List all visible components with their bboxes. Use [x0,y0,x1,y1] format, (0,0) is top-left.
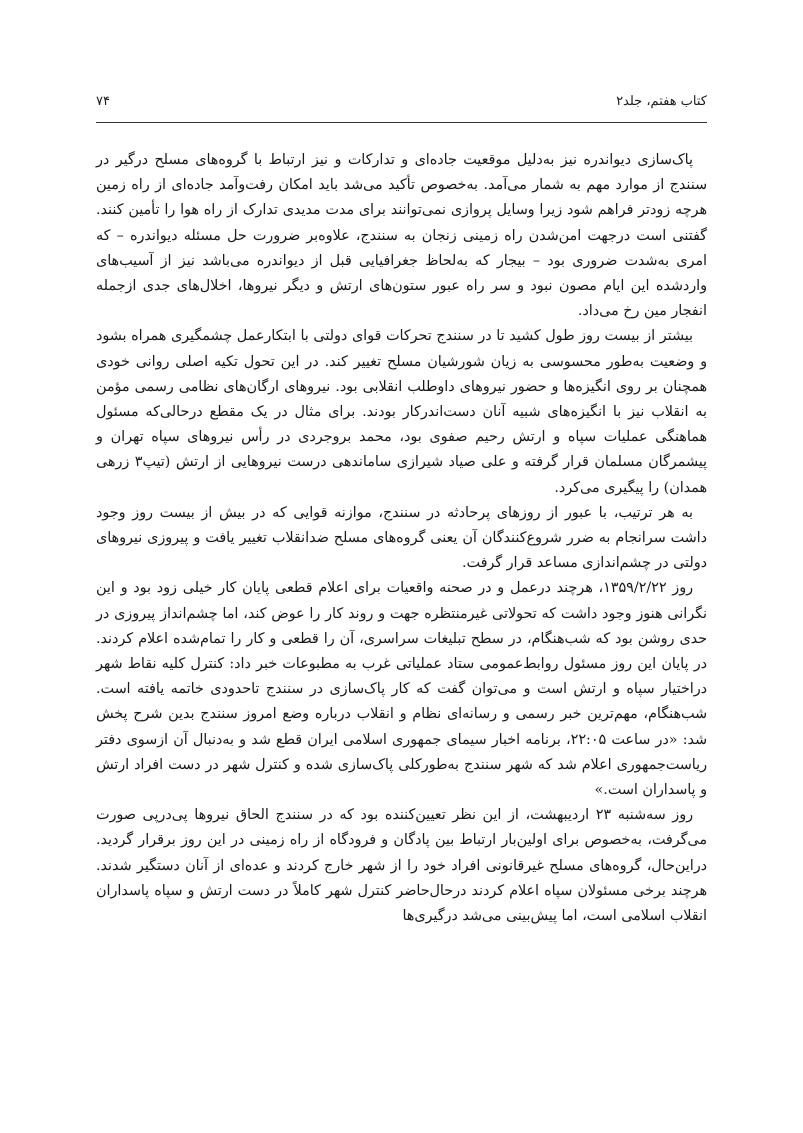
page-number: ۷۴ [96,94,110,109]
paragraph: روز سه‌شنبه ۲۳ اردیبهشت، از این نظر تعیین‌کننده بود که در سنندج الحاق نیروها پی‌درپی صورت می‌گرفت، به‌خصوص برای اولین‌بار ارتباط بین پادگان و فرودگاه از راه زمینی در این روز برقرار گردید. دراین‌حال، گروه‌های مسلح غیرقانونی افراد خود را از شهر خارج کردند و عده‌ای از آنان دستگیر شدند. هرچند برخی مسئولان سپاه اعلام کردند درحال‌حاضر کنترل شهر کاملاً در دست ارتش و سپاه پاسداران انقلاب اسلامی است، اما پیش‌بینی می‌شد درگیری‌ها [96,807,707,925]
paragraph: پاک‌سازی دیواندره نیز به‌دلیل موقعیت جاده‌ای و تدارکات و نیز ارتباط با گروه‌های مسلح درگیر در سنندج از موارد مهم به شمار می‌آمد. به‌خصوص تأکید می‌شد باید امکان رفت‌وآمد جاده‌ای از راه زمین هرچه زودتر فراهم شود زیرا وسایل پروازی نمی‌توانند برای مدت مدیدی تدارک از راه هوا را تأمین کنند. گفتنی است درجهت امن‌شدن راه زمینی زنجان به سنندج، علاوه‌بر ضرورت حل مسئله دیواندره – که امری به‌شدت ضروری بود – بیجار که به‌لحاظ جغرافیایی قبل از دیواندره می‌باشد نیز از آسیب‌های واردشده این ایام مصون نبود و سر راه عبور ستون‌های ارتش و دیگر نیروها، اخلال‌های جدی ازجمله انفجار مین رخ می‌داد. [96,152,707,320]
paragraph: بیشتر از بیست روز طول کشید تا در سنندج تحرکات قوای دولتی با ابتکارعمل چشمگیری همراه بشود و وضعیت به‌طور محسوسی به زیان شورشیان مسلح تغییر کند. در این تحول تکیه اصلی روانی خودی همچنان بر روی انگیزه‌ها و حضور نیروهای داوطلب انقلابی بود. نیروهای ارگان‌های نظامی رسمی مؤمن به انقلاب نیز با انگیزه‌های شبیه آنان دست‌اندرکار بودند. برای مثال در یک مقطع درحالی‌که مسئول هماهنگی عملیات سپاه و ارتش رحیم صفوی بود، محمد بروجردی در رأس نیروهای سپاه تهران و پیشمرگان مسلمان قرار گرفته و علی صیاد شیرازی ساماندهی درست نیروهایی از ارتش (تیپ۳ زرهی همدان) را پیگیری می‌کرد. [96,328,707,496]
body-text [96,148,707,929]
paragraph: روز ۱۳۵۹/۲/۲۲، هرچند درعمل و در صحنه واقعیات برای اعلام قطعی پایان کار خیلی زود بود و این نگرانی هنوز وجود داشت که تحولاتی غیرمنتظره جهت و روند کار را عوض کند، اما چشم‌انداز پیروزی در حدی روشن بود که شب‌هنگام، در سطح تبلیغات سراسری، آن را قطعی و کار را تمام‌شده اعلام کردند. در پایان این روز مسئول روابط‌عمومی ستاد عملیاتی غرب به مطبوعات خبر داد: کنترل کلیه نقاط شهر دراختیار سپاه و ارتش است و می‌توان گفت که کار پاک‌سازی در سنندج تاحدودی خاتمه یافته است. شب‌هنگام، مهم‌ترین خبر رسمی و رسانه‌ای نظام و انقلاب درباره وضع امروز سنندج بدین شرح پخش شد: «در ساعت ۲۲:۰۵، برنامه اخبار سیمای جمهوری اسلامی ایران قطع شد و به‌دنبال آن ازسوی دفتر ریاست‌جمهوری اعلام شد که شهر سنندج به‌طورکلی پاک‌سازی شده و کنترل شهر در دست افراد ارتش و پاسداران است.» [96,580,707,799]
book-title: کتاب هفتم، جلد۲ [616,94,707,109]
header-rule [96,122,707,123]
running-header [96,92,707,116]
paragraph: به هر ترتیب، با عبور از روزهای پرحادثه در سنندج، موازنه قوایی که در بیش از بیست روز وجود داشت سرانجام به ضرر شروع‌کنندگان آن یعنی گروه‌های مسلح ضدانقلاب تغییر یافت و پیروزی نیروهای دولتی در چشم‌اندازی مساعد قرار گرفت. [96,504,707,572]
